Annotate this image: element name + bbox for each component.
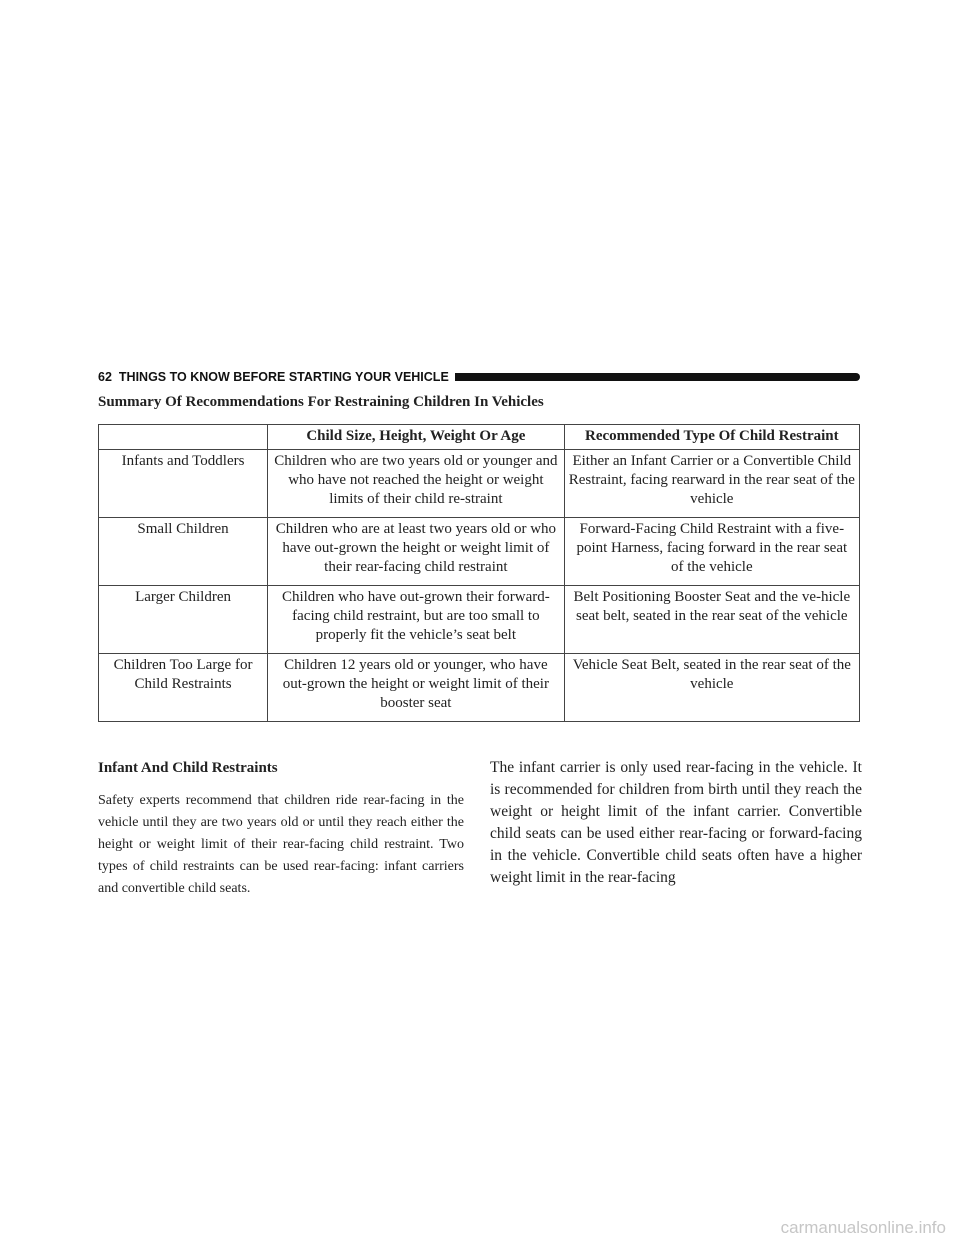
row-size: Children who are at least two years old or who have out-grown the height or weight limit of their rear-facing child restraint [268,518,565,586]
page-number: 62 [98,370,112,384]
table-header-row [99,425,860,450]
table-row [99,450,860,518]
row-category: Larger Children [99,586,268,654]
table-row [99,518,860,586]
row-category: Infants and Toddlers [99,450,268,518]
left-paragraph: Safety experts recommend that children ride rear-facing in the vehicle until they are two years old or until they reach either the height or weight limit of their rear-facing child restraint. Two types of child restraints can be used rear-facing: infant carriers and convertible child seats. [98,793,464,896]
row-category: Small Children [99,518,268,586]
row-size: Children who have out-grown their forward-facing child restraint, but are too small to properly fit the vehicle’s seat belt [268,586,565,654]
header-cell-empty [99,425,268,450]
row-restraint: Belt Positioning Booster Seat and the ve-hicle seat belt, seated in the rear seat of the vehicle [564,586,859,654]
header-rule [455,373,860,381]
chapter-title: THINGS TO KNOW BEFORE STARTING YOUR VEHICLE [118,370,449,384]
table-row [99,586,860,654]
row-size: Children who are two years old or younger and who have not reached the height or weight limits of their child re-straint [268,450,565,518]
row-restraint: Forward-Facing Child Restraint with a five-point Harness, facing forward in the rear seat of the vehicle [564,518,859,586]
summary-title: Summary Of Recommendations For Restraining Children In Vehicles [98,394,544,410]
left-column [98,790,464,900]
row-category: Children Too Large for Child Restraints [99,654,268,722]
watermark: carmanualsonline.info [780,1218,946,1237]
right-paragraph: The infant carrier is only used rear-facing in the vehicle. It is recommended for children from birth until they reach the weight or height limit of the infant carrier. Convertible child seats can be used either rear-facing or forward-facing in the vehicle. Convertible child seats often have a higher weight limit in the rear-facing [490,759,862,886]
table-row [99,654,860,722]
row-restraint: Vehicle Seat Belt, seated in the rear seat of the vehicle [564,654,859,722]
row-size: Children 12 years old or younger, who have out-grown the height or weight limit of their booster seat [268,654,565,722]
header-cell-size: Child Size, Height, Weight Or Age [268,425,565,450]
page-header [98,367,860,387]
recommendations-table [98,424,860,722]
right-column [490,757,862,889]
section-title: Infant And Child Restraints [98,760,278,776]
header-cell-restraint: Recommended Type Of Child Restraint [564,425,859,450]
row-restraint: Either an Infant Carrier or a Convertible Child Restraint, facing rearward in the rear seat of the vehicle [564,450,859,518]
